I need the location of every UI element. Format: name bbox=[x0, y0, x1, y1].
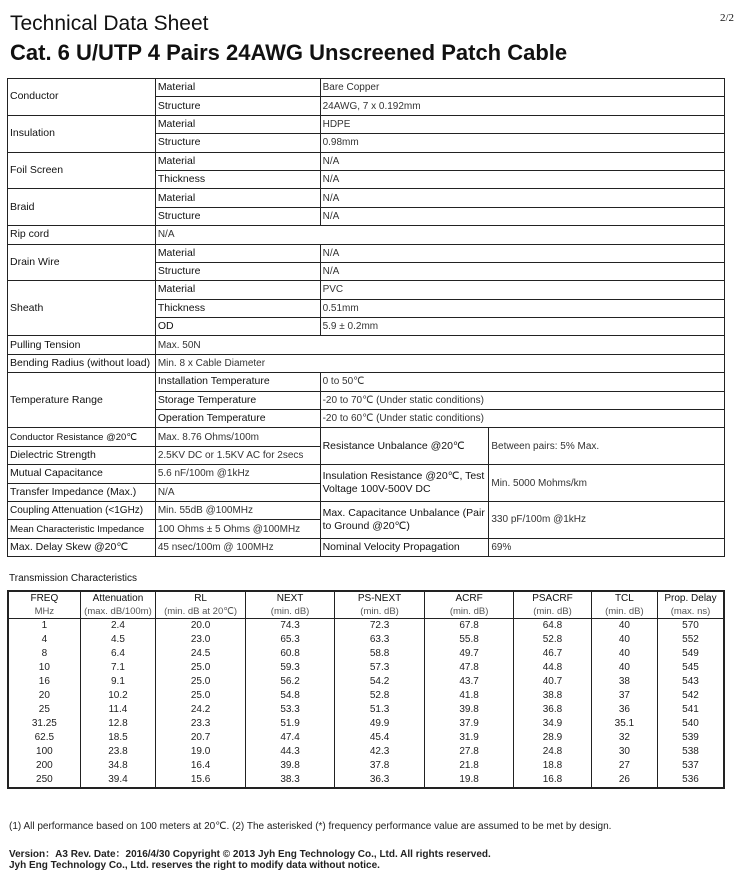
table-cell: 52.8 bbox=[514, 633, 592, 647]
table-cell: 23.8 bbox=[80, 745, 155, 759]
table-row bbox=[8, 703, 724, 717]
table-cell: 35.1 bbox=[591, 717, 657, 731]
table-cell: 49.7 bbox=[425, 647, 514, 661]
table-cell: 539 bbox=[657, 731, 724, 745]
table-cell: 51.3 bbox=[335, 703, 425, 717]
table-cell: 44.3 bbox=[246, 745, 335, 759]
table-cell: 40 bbox=[591, 619, 657, 634]
spec-sublabel: Thickness bbox=[155, 299, 320, 317]
spec-value: 5.9 ± 0.2mm bbox=[320, 318, 724, 336]
table-cell: 57.3 bbox=[335, 661, 425, 675]
spec-value: 5.6 nF/100m @1kHz bbox=[155, 465, 320, 483]
column-header: Attenuation bbox=[80, 591, 155, 605]
footer-disclaimer: Jyh Eng Technology Co., Ltd. reserves the right to modify data without notice. bbox=[9, 860, 380, 871]
spec-sublabel: Material bbox=[155, 244, 320, 262]
table-cell: 39.8 bbox=[246, 759, 335, 773]
table-cell: 18.8 bbox=[514, 759, 592, 773]
column-subheader: (min. dB) bbox=[514, 605, 592, 619]
spec-value: N/A bbox=[320, 207, 724, 225]
spec-label: Conductor Resistance @20℃ bbox=[8, 428, 156, 446]
table-cell: 34.9 bbox=[514, 717, 592, 731]
spec-value: N/A bbox=[320, 262, 724, 280]
table-cell: 31.9 bbox=[425, 731, 514, 745]
column-subheader: (min. dB) bbox=[425, 605, 514, 619]
spec-value: N/A bbox=[155, 483, 320, 501]
table-cell: 59.3 bbox=[246, 661, 335, 675]
table-cell: 38.3 bbox=[246, 773, 335, 788]
column-header: FREQ bbox=[8, 591, 80, 605]
table-cell: 24.8 bbox=[514, 745, 592, 759]
spec-sublabel: OD bbox=[155, 318, 320, 336]
table-cell: 67.8 bbox=[425, 619, 514, 634]
table-cell: 20 bbox=[8, 689, 80, 703]
column-header: Prop. Delay bbox=[657, 591, 724, 605]
table-subheader-row bbox=[8, 605, 724, 619]
table-cell: 38.8 bbox=[514, 689, 592, 703]
column-header: ACRF bbox=[425, 591, 514, 605]
table-cell: 30 bbox=[591, 745, 657, 759]
spec-label: Rip cord bbox=[8, 226, 156, 244]
table-cell: 7.1 bbox=[80, 661, 155, 675]
table-cell: 44.8 bbox=[514, 661, 592, 675]
table-cell: 25.0 bbox=[156, 661, 246, 675]
table-cell: 36.3 bbox=[335, 773, 425, 788]
table-cell: 27.8 bbox=[425, 745, 514, 759]
spec-label: Max. Delay Skew @20℃ bbox=[8, 538, 156, 556]
spec-value: 330 pF/100m @1kHz bbox=[489, 501, 725, 538]
table-cell: 10 bbox=[8, 661, 80, 675]
table-cell: 200 bbox=[8, 759, 80, 773]
spec-value: 0 to 50℃ bbox=[320, 373, 724, 391]
table-cell: 23.3 bbox=[156, 717, 246, 731]
table-row bbox=[8, 731, 724, 745]
spec-sublabel: Storage Temperature bbox=[155, 391, 320, 409]
document-title: Technical Data Sheet bbox=[10, 12, 209, 35]
spec-value: N/A bbox=[320, 152, 724, 170]
spec-value: 69% bbox=[489, 538, 725, 556]
column-subheader: (min. dB) bbox=[591, 605, 657, 619]
table-cell: 55.8 bbox=[425, 633, 514, 647]
table-cell: 36.8 bbox=[514, 703, 592, 717]
column-header: PSACRF bbox=[514, 591, 592, 605]
spec-label: Pulling Tension bbox=[8, 336, 156, 354]
table-row bbox=[8, 759, 724, 773]
table-cell: 23.0 bbox=[156, 633, 246, 647]
table-cell: 543 bbox=[657, 675, 724, 689]
spec-value: 2.5KV DC or 1.5KV AC for 2secs bbox=[155, 446, 320, 464]
table-cell: 19.0 bbox=[156, 745, 246, 759]
table-row bbox=[8, 633, 724, 647]
table-cell: 9.1 bbox=[80, 675, 155, 689]
section-title: Transmission Characteristics bbox=[9, 573, 137, 584]
table-cell: 537 bbox=[657, 759, 724, 773]
table-cell: 549 bbox=[657, 647, 724, 661]
table-cell: 570 bbox=[657, 619, 724, 634]
table-cell: 43.7 bbox=[425, 675, 514, 689]
table-row bbox=[8, 675, 724, 689]
column-subheader: (min. dB) bbox=[246, 605, 335, 619]
table-cell: 65.3 bbox=[246, 633, 335, 647]
table-cell: 37 bbox=[591, 689, 657, 703]
table-cell: 16 bbox=[8, 675, 80, 689]
spec-value: PVC bbox=[320, 281, 724, 299]
table-row bbox=[8, 773, 724, 788]
spec-value: Max. 50N bbox=[155, 336, 724, 354]
table-cell: 34.8 bbox=[80, 759, 155, 773]
spec-value: N/A bbox=[320, 170, 724, 188]
spec-value: 0.98mm bbox=[320, 134, 724, 152]
table-cell: 541 bbox=[657, 703, 724, 717]
spec-value: 100 Ohms ± 5 Ohms @100MHz bbox=[155, 520, 320, 538]
table-cell: 62.5 bbox=[8, 731, 80, 745]
table-cell: 19.8 bbox=[425, 773, 514, 788]
table-cell: 20.0 bbox=[156, 619, 246, 634]
table-cell: 16.8 bbox=[514, 773, 592, 788]
table-cell: 28.9 bbox=[514, 731, 592, 745]
table-cell: 536 bbox=[657, 773, 724, 788]
table-cell: 41.8 bbox=[425, 689, 514, 703]
table-cell: 12.8 bbox=[80, 717, 155, 731]
table-cell: 56.2 bbox=[246, 675, 335, 689]
spec-value: N/A bbox=[320, 244, 724, 262]
spec-sublabel: Structure bbox=[155, 134, 320, 152]
spec-label: Conductor bbox=[8, 79, 156, 116]
spec-sublabel: Material bbox=[155, 189, 320, 207]
table-cell: 31.25 bbox=[8, 717, 80, 731]
table-cell: 25.0 bbox=[156, 689, 246, 703]
table-cell: 52.8 bbox=[335, 689, 425, 703]
spec-value: Min. 8 x Cable Diameter bbox=[155, 354, 724, 372]
spec-sublabel: Material bbox=[155, 152, 320, 170]
table-cell: 25 bbox=[8, 703, 80, 717]
table-cell: 37.9 bbox=[425, 717, 514, 731]
table-cell: 21.8 bbox=[425, 759, 514, 773]
spec-value: -20 to 60℃ (Under static conditions) bbox=[320, 410, 724, 428]
table-cell: 100 bbox=[8, 745, 80, 759]
spec-label: Insulation Resistance @20℃, Test Voltage 100V-500V DC bbox=[320, 465, 489, 502]
table-cell: 49.9 bbox=[335, 717, 425, 731]
spec-sublabel: Material bbox=[155, 79, 320, 97]
table-cell: 18.5 bbox=[80, 731, 155, 745]
table-cell: 538 bbox=[657, 745, 724, 759]
table-cell: 54.2 bbox=[335, 675, 425, 689]
spec-value: Min. 5000 Mohms/km bbox=[489, 465, 725, 502]
table-cell: 72.3 bbox=[335, 619, 425, 634]
column-subheader: (min. dB) bbox=[335, 605, 425, 619]
spec-value: Between pairs: 5% Max. bbox=[489, 428, 725, 465]
spec-label: Drain Wire bbox=[8, 244, 156, 281]
column-subheader: (max. ns) bbox=[657, 605, 724, 619]
table-cell: 10.2 bbox=[80, 689, 155, 703]
spec-label: Nominal Velocity Propagation bbox=[320, 538, 489, 556]
table-cell: 58.8 bbox=[335, 647, 425, 661]
table-cell: 39.8 bbox=[425, 703, 514, 717]
table-cell: 8 bbox=[8, 647, 80, 661]
spec-value: 45 nsec/100m @ 100MHz bbox=[155, 538, 320, 556]
table-cell: 40.7 bbox=[514, 675, 592, 689]
table-cell: 60.8 bbox=[246, 647, 335, 661]
column-subheader: (max. dB/100m) bbox=[80, 605, 155, 619]
table-cell: 27 bbox=[591, 759, 657, 773]
spec-value: Max. 8.76 Ohms/100m bbox=[155, 428, 320, 446]
spec-label: Temperature Range bbox=[8, 373, 156, 428]
spec-sublabel: Installation Temperature bbox=[155, 373, 320, 391]
spec-label: Sheath bbox=[8, 281, 156, 336]
spec-sublabel: Operation Temperature bbox=[155, 410, 320, 428]
spec-label: Resistance Unbalance @20℃ bbox=[320, 428, 489, 465]
page-number: 2/2 bbox=[719, 12, 734, 24]
table-row bbox=[8, 619, 724, 634]
table-cell: 42.3 bbox=[335, 745, 425, 759]
table-cell: 37.8 bbox=[335, 759, 425, 773]
column-subheader: (min. dB at 20℃) bbox=[156, 605, 246, 619]
table-row bbox=[8, 689, 724, 703]
column-header: TCL bbox=[591, 591, 657, 605]
spec-value: HDPE bbox=[320, 115, 724, 133]
column-header: RL bbox=[156, 591, 246, 605]
column-header: NEXT bbox=[246, 591, 335, 605]
footnote: (1) All performance based on 100 meters at 20℃. (2) The asterisked (*) frequency performance value are assumed to be met by design. bbox=[9, 821, 612, 832]
spec-value: 24AWG, 7 x 0.192mm bbox=[320, 97, 724, 115]
spec-sublabel: Material bbox=[155, 115, 320, 133]
table-cell: 38 bbox=[591, 675, 657, 689]
spec-sublabel: Structure bbox=[155, 207, 320, 225]
spec-label: Dielectric Strength bbox=[8, 446, 156, 464]
transmission-table bbox=[7, 590, 725, 789]
table-cell: 4 bbox=[8, 633, 80, 647]
table-cell: 64.8 bbox=[514, 619, 592, 634]
spec-table bbox=[7, 78, 725, 557]
spec-label: Transfer Impedance (Max.) bbox=[8, 483, 156, 501]
column-subheader: MHz bbox=[8, 605, 80, 619]
table-cell: 6.4 bbox=[80, 647, 155, 661]
table-cell: 552 bbox=[657, 633, 724, 647]
table-cell: 25.0 bbox=[156, 675, 246, 689]
table-cell: 2.4 bbox=[80, 619, 155, 634]
spec-sublabel: Thickness bbox=[155, 170, 320, 188]
spec-value: Bare Copper bbox=[320, 79, 724, 97]
table-row bbox=[8, 717, 724, 731]
table-cell: 250 bbox=[8, 773, 80, 788]
table-cell: 545 bbox=[657, 661, 724, 675]
table-body bbox=[8, 619, 724, 789]
table-cell: 11.4 bbox=[80, 703, 155, 717]
table-cell: 45.4 bbox=[335, 731, 425, 745]
table-cell: 542 bbox=[657, 689, 724, 703]
table-cell: 1 bbox=[8, 619, 80, 634]
table-cell: 74.3 bbox=[246, 619, 335, 634]
table-cell: 39.4 bbox=[80, 773, 155, 788]
table-row bbox=[8, 647, 724, 661]
table-cell: 53.3 bbox=[246, 703, 335, 717]
table-cell: 20.7 bbox=[156, 731, 246, 745]
table-cell: 47.4 bbox=[246, 731, 335, 745]
spec-label: Max. Capacitance Unbalance (Pair to Ground @20℃) bbox=[320, 501, 489, 538]
table-cell: 4.5 bbox=[80, 633, 155, 647]
table-cell: 36 bbox=[591, 703, 657, 717]
product-title: Cat. 6 U/UTP 4 Pairs 24AWG Unscreened Patch Cable bbox=[10, 40, 568, 65]
spec-sublabel: Material bbox=[155, 281, 320, 299]
table-cell: 40 bbox=[591, 661, 657, 675]
table-row bbox=[8, 745, 724, 759]
table-cell: 40 bbox=[591, 633, 657, 647]
spec-label: Foil Screen bbox=[8, 152, 156, 189]
table-cell: 24.5 bbox=[156, 647, 246, 661]
spec-sublabel: Structure bbox=[155, 97, 320, 115]
table-cell: 15.6 bbox=[156, 773, 246, 788]
table-cell: 16.4 bbox=[156, 759, 246, 773]
spec-value: N/A bbox=[155, 226, 724, 244]
spec-sublabel: Structure bbox=[155, 262, 320, 280]
table-cell: 540 bbox=[657, 717, 724, 731]
table-cell: 54.8 bbox=[246, 689, 335, 703]
table-cell: 40 bbox=[591, 647, 657, 661]
spec-label: Insulation bbox=[8, 115, 156, 152]
table-row bbox=[8, 661, 724, 675]
spec-label: Braid bbox=[8, 189, 156, 226]
table-cell: 51.9 bbox=[246, 717, 335, 731]
spec-value: Min. 55dB @100MHz bbox=[155, 501, 320, 519]
table-cell: 26 bbox=[591, 773, 657, 788]
table-cell: 46.7 bbox=[514, 647, 592, 661]
spec-value: N/A bbox=[320, 189, 724, 207]
spec-label: Coupling Attenuation (<1GHz) bbox=[8, 501, 156, 519]
spec-value: 0.51mm bbox=[320, 299, 724, 317]
spec-value: -20 to 70℃ (Under static conditions) bbox=[320, 391, 724, 409]
footer-version: Version：A3 Rev. Date：2016/4/30 Copyright © 2013 Jyh Eng Technology Co., Ltd. All rights reserved. bbox=[9, 849, 491, 860]
table-cell: 47.8 bbox=[425, 661, 514, 675]
column-header: PS-NEXT bbox=[335, 591, 425, 605]
spec-label: Mean Characteristic Impedance bbox=[8, 520, 156, 538]
table-cell: 63.3 bbox=[335, 633, 425, 647]
spec-label: Mutual Capacitance bbox=[8, 465, 156, 483]
table-cell: 32 bbox=[591, 731, 657, 745]
table-cell: 24.2 bbox=[156, 703, 246, 717]
table-header-row bbox=[8, 591, 724, 605]
spec-label: Bending Radius (without load) bbox=[8, 354, 156, 372]
